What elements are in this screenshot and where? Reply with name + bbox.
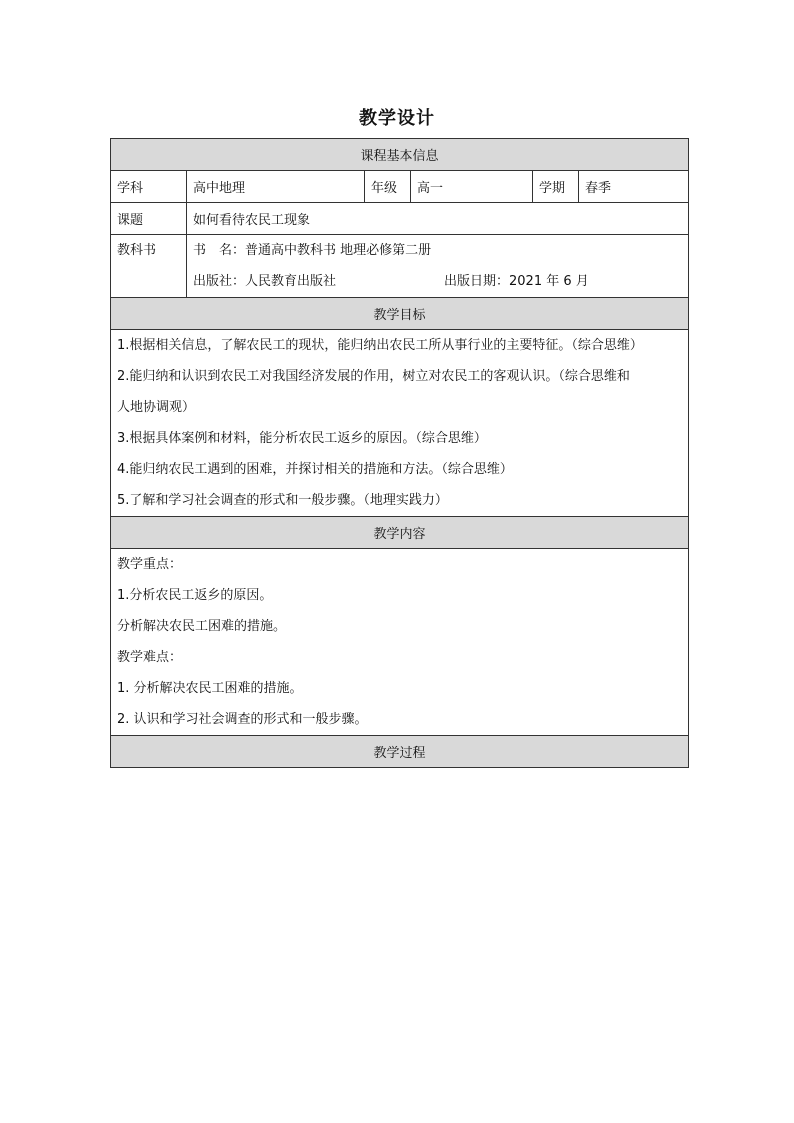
grade-label: 年级 [365,171,411,203]
section-header-goals: 教学目标 [111,298,689,330]
subject-label: 学科 [111,171,187,203]
content-item: 2. 认识和学习社会调查的形式和一般步骤。 [117,712,368,727]
subject-value: 高中地理 [187,171,365,203]
publication-date: 出版日期：2021 年 6 月 [444,274,589,289]
goal-item: 人地协调观） [117,400,196,415]
section-header-content: 教学内容 [111,517,689,549]
content-item: 1.分析农民工返乡的原因。 [117,588,273,603]
grade-value: 高一 [411,171,533,203]
goal-item: 3.根据具体案例和材料，能分析农民工返乡的原因。（综合思维） [117,431,487,446]
section-header-basic-info: 课程基本信息 [111,139,689,171]
publisher-line [193,266,682,297]
goal-item: 5.了解和学习社会调查的形式和一般步骤。（地理实践力） [117,493,448,508]
goal-item: 4.能归纳农民工遇到的困难，并探讨相关的措施和方法。（综合思维） [117,462,513,477]
content-item: 教学重点： [117,557,183,572]
book-name: 书 名：普通高中教科书 地理必修第二册 [193,243,432,258]
goals-cell [111,330,689,517]
content-cell [111,549,689,736]
section-header-process: 教学过程 [111,736,689,768]
term-label: 学期 [533,171,579,203]
topic-value: 如何看待农民工现象 [187,203,689,235]
goal-item: 2.能归纳和认识到农民工对我国经济发展的作用，树立对农民工的客观认识。（综合思维和 [117,369,630,384]
textbook-label [111,235,187,298]
goal-item: 1.根据相关信息，了解农民工的现状，能归纳出农民工所从事行业的主要特征。（综合思维） [117,338,643,353]
textbook-info [187,235,689,298]
content-item: 教学难点： [117,650,183,665]
content-item: 分析解决农民工困难的措施。 [117,619,287,634]
content-item: 1. 分析解决农民工困难的措施。 [117,681,303,696]
textbook-label-text: 教科书 [117,243,157,258]
topic-label: 课题 [111,203,187,235]
term-value: 春季 [579,171,689,203]
document-title: 教学设计 [359,108,435,129]
publisher: 出版社：人民教育出版社 [193,274,337,289]
lesson-plan-table [110,138,689,768]
